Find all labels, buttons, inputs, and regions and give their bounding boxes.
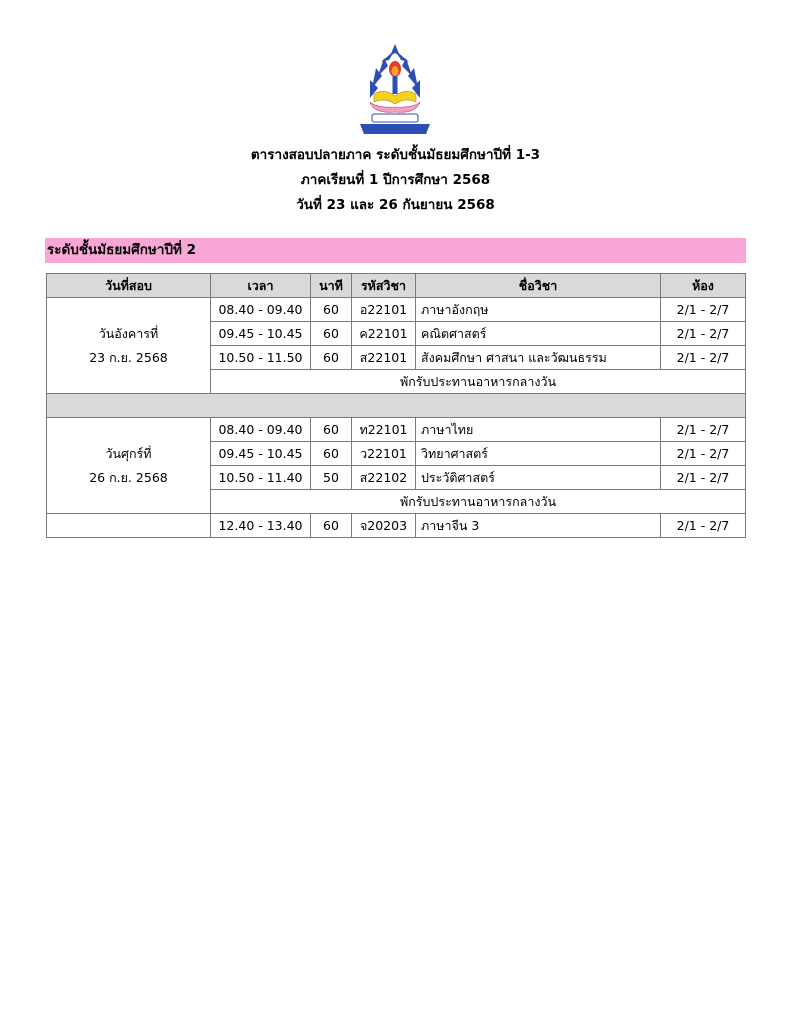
time-cell: 09.45 - 10.45 [211, 442, 311, 466]
room-cell: 2/1 - 2/7 [661, 346, 746, 370]
document-title: ตารางสอบปลายภาค ระดับชั้นมัธยมศึกษาปีที่ 1-3 [250, 147, 541, 163]
subject-cell: สังคมศึกษา ศาสนา และวัฒนธรรม [416, 346, 661, 370]
day-date: 23 ก.ย. 2568 [89, 349, 168, 365]
table-row [47, 418, 746, 442]
minutes-cell: 60 [311, 346, 352, 370]
subject-cell: ภาษาไทย [416, 418, 661, 442]
code-cell: จ20203 [352, 514, 416, 538]
room-cell: 2/1 - 2/7 [661, 322, 746, 346]
subject-cell: ภาษาจีน 3 [416, 514, 661, 538]
time-cell: 08.40 - 09.40 [211, 418, 311, 442]
exam-day-cell [47, 298, 211, 394]
school-logo [354, 42, 436, 136]
column-header-subject: ชื่อวิชา [416, 274, 661, 298]
minutes-cell: 60 [311, 418, 352, 442]
time-cell: 10.50 - 11.50 [211, 346, 311, 370]
subject-cell: ภาษาอังกฤษ [416, 298, 661, 322]
document-subtitle-semester: ภาคเรียนที่ 1 ปีการศึกษา 2568 [300, 172, 491, 188]
room-cell: 2/1 - 2/7 [661, 466, 746, 490]
day-name: วันศุกร์ที่ [105, 445, 152, 461]
column-header-time: เวลา [211, 274, 311, 298]
day-name: วันอังคารที่ [98, 325, 159, 341]
code-cell: ส22102 [352, 466, 416, 490]
lunch-break-cell: พักรับประทานอาหารกลางวัน [211, 370, 746, 394]
time-cell: 08.40 - 09.40 [211, 298, 311, 322]
logo-banner-bottom [360, 124, 430, 134]
room-cell: 2/1 - 2/7 [661, 298, 746, 322]
column-header-minutes: นาที [311, 274, 352, 298]
day-separator-row [47, 394, 746, 418]
lunch-break-cell: พักรับประทานอาหารกลางวัน [211, 490, 746, 514]
table-header-row [47, 274, 746, 298]
code-cell: ค22101 [352, 322, 416, 346]
room-cell: 2/1 - 2/7 [661, 442, 746, 466]
separator-cell [47, 394, 746, 418]
exam-day-cell [47, 418, 211, 514]
minutes-cell: 60 [311, 514, 352, 538]
code-cell: ท22101 [352, 418, 416, 442]
column-header-date: วันที่สอบ [47, 274, 211, 298]
code-cell: ส22101 [352, 346, 416, 370]
subject-cell: ประวัติศาสตร์ [416, 466, 661, 490]
exam-schedule-table [46, 273, 746, 538]
room-cell: 2/1 - 2/7 [661, 418, 746, 442]
time-cell: 10.50 - 11.40 [211, 466, 311, 490]
time-cell: 12.40 - 13.40 [211, 514, 311, 538]
room-cell: 2/1 - 2/7 [661, 514, 746, 538]
document-subtitle-dates: วันที่ 23 และ 26 กันยายน 2568 [296, 197, 495, 213]
minutes-cell: 60 [311, 442, 352, 466]
table-row [47, 514, 746, 538]
table-row [47, 298, 746, 322]
logo-banner-top [372, 114, 418, 122]
time-cell: 09.45 - 10.45 [211, 322, 311, 346]
level-title-bar: ระดับชั้นมัธยมศึกษาปีที่ 2 [45, 238, 746, 263]
minutes-cell: 60 [311, 322, 352, 346]
subject-cell: วิทยาศาสตร์ [416, 442, 661, 466]
minutes-cell: 60 [311, 298, 352, 322]
subject-cell: คณิตศาสตร์ [416, 322, 661, 346]
day-date: 26 ก.ย. 2568 [89, 469, 168, 485]
column-header-room: ห้อง [661, 274, 746, 298]
code-cell: ว22101 [352, 442, 416, 466]
empty-day-cell [47, 514, 211, 538]
code-cell: อ22101 [352, 298, 416, 322]
minutes-cell: 50 [311, 466, 352, 490]
column-header-code: รหัสวิชา [352, 274, 416, 298]
torch-icon [389, 61, 401, 94]
